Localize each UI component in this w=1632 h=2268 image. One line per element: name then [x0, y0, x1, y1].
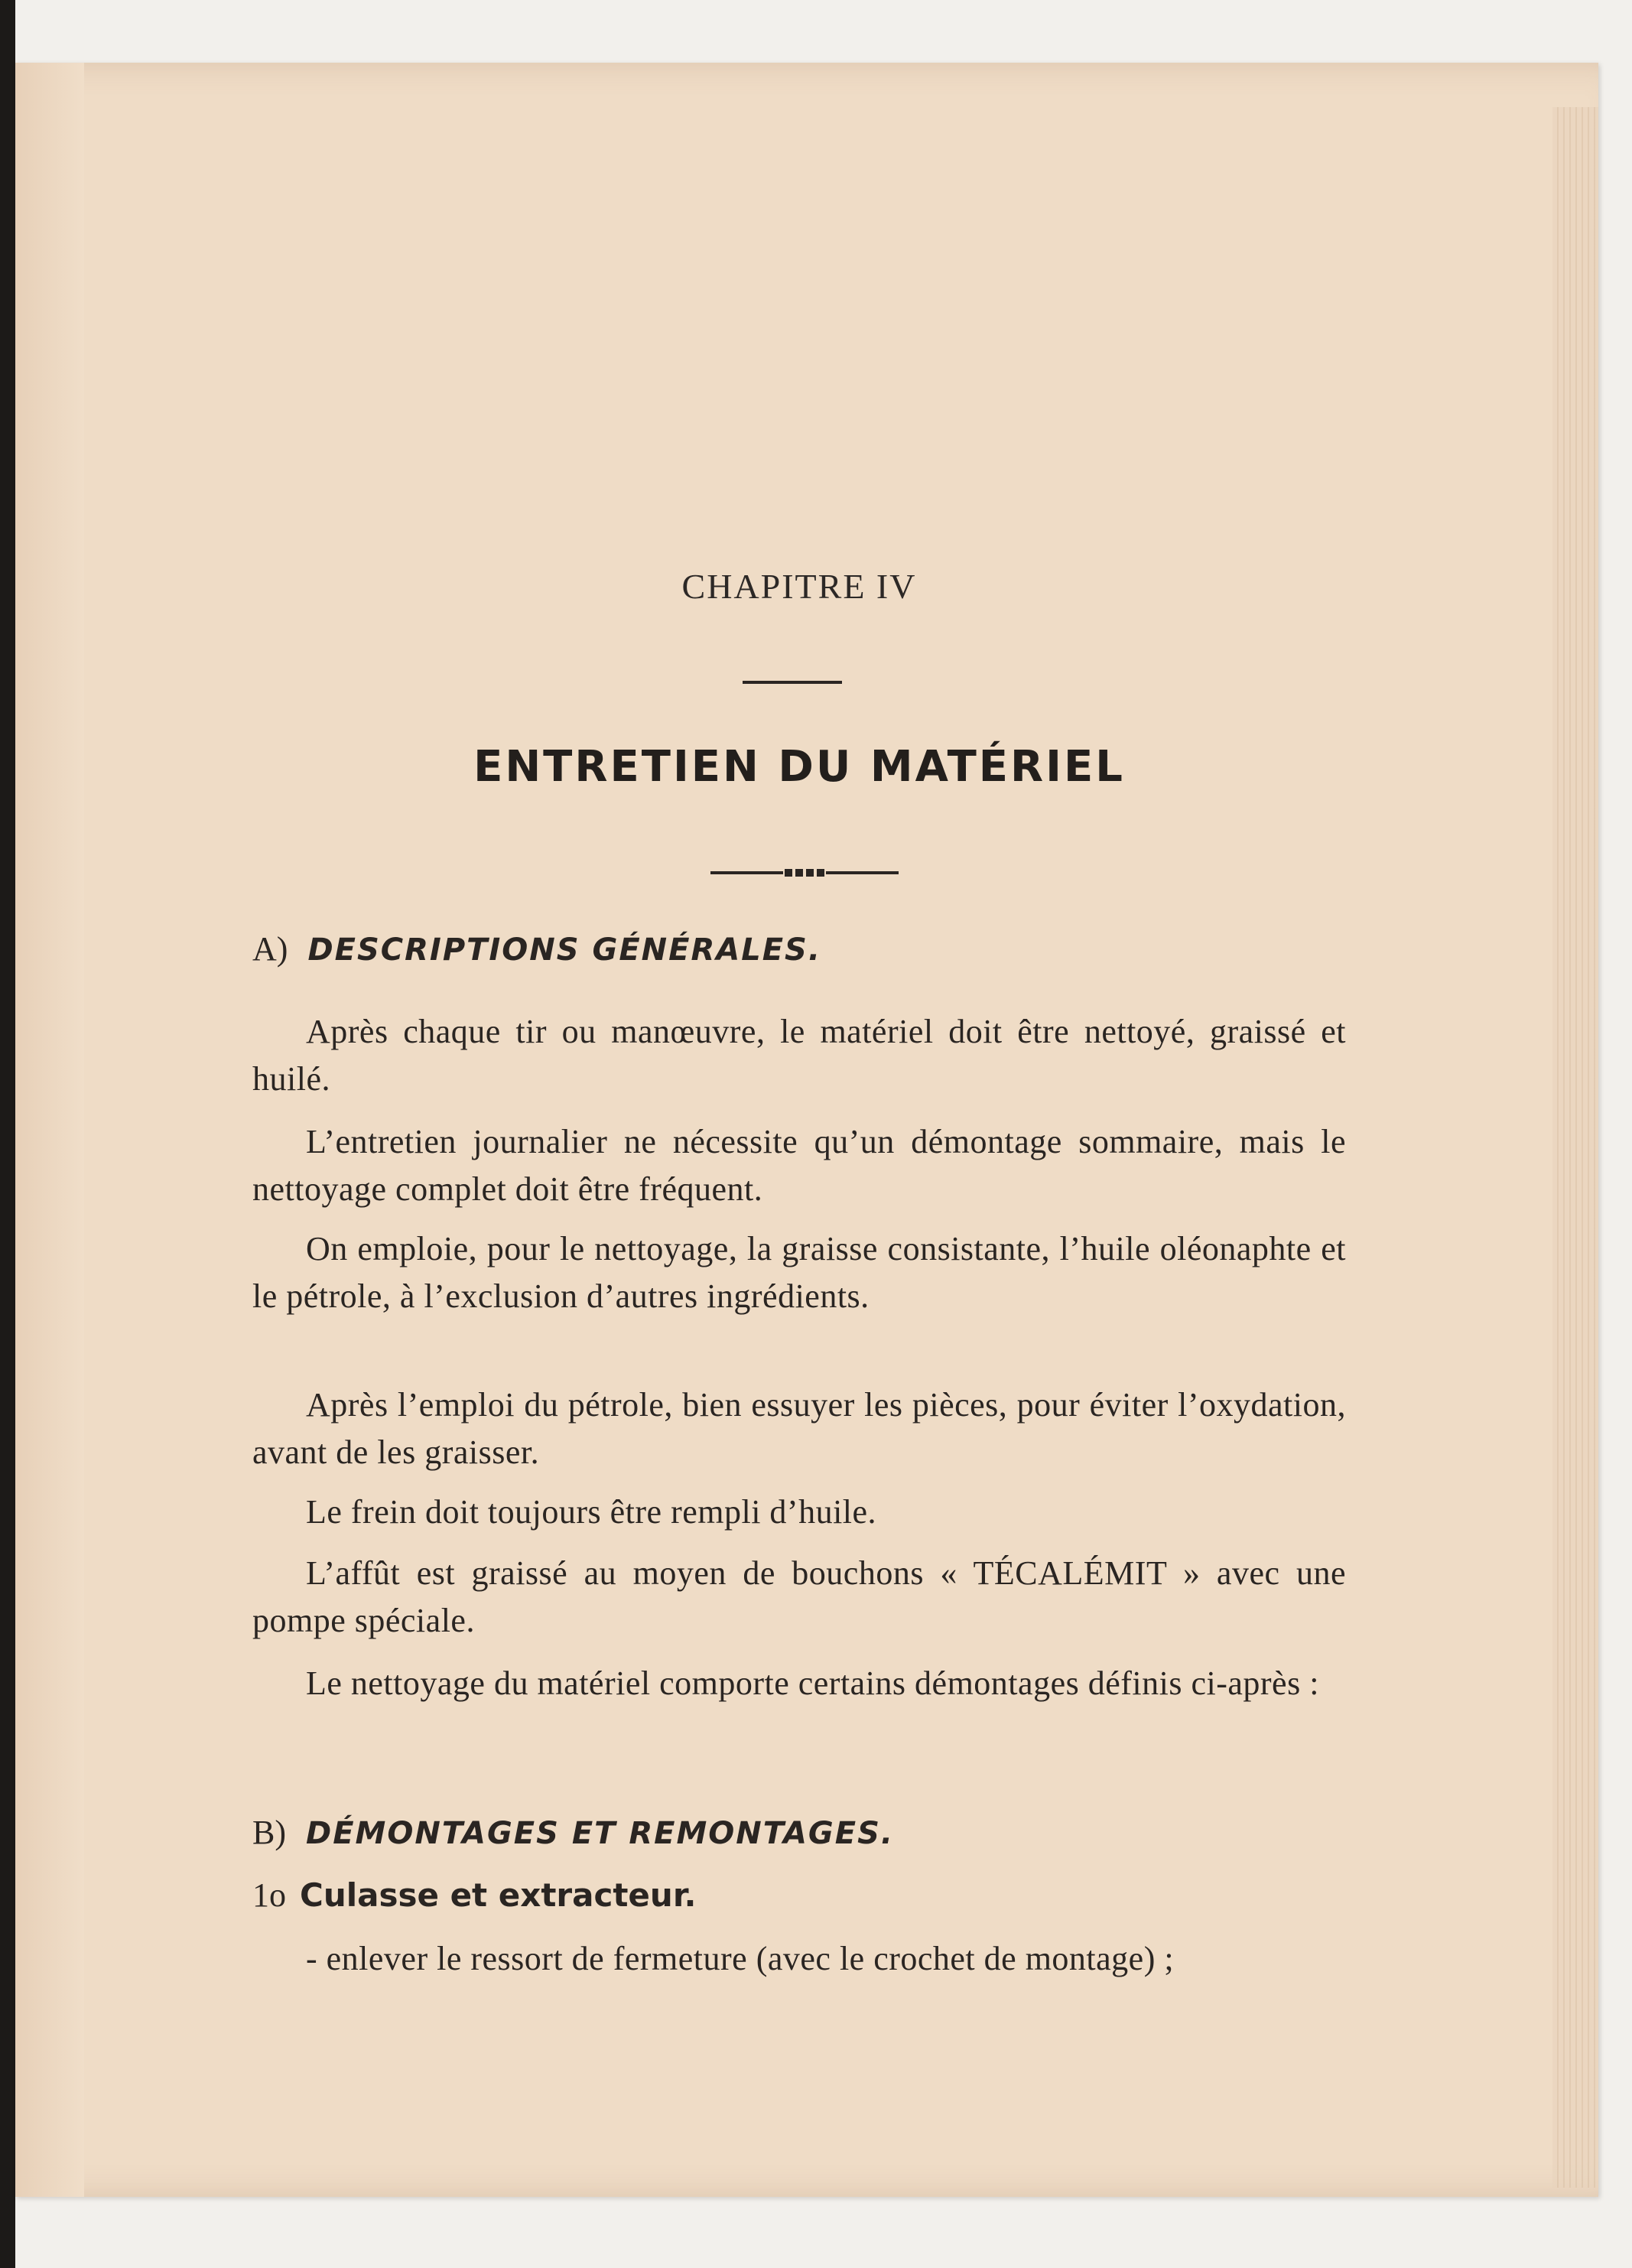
paragraph: Après chaque tir ou manœuvre, le matériel doit être nettoyé, graissé et huilé.	[252, 1013, 1346, 1098]
page-edges	[1552, 107, 1598, 2188]
section-a-title: DESCRIPTIONS GÉNÉRALES.	[307, 932, 822, 968]
item-heading	[252, 1876, 697, 1915]
chapter-rule	[743, 681, 842, 684]
section-b-title: DÉMONTAGES ET REMONTAGES.	[306, 1816, 895, 1851]
section-a-heading	[252, 929, 821, 968]
section-b-heading	[252, 1813, 894, 1852]
chapter-title: ENTRETIEN DU MATÉRIEL	[473, 742, 1125, 792]
item-number: 1o	[252, 1876, 286, 1914]
section-a-letter: A)	[252, 930, 288, 968]
item-title: Culasse et extracteur.	[300, 1876, 697, 1914]
section-b-letter: B)	[252, 1814, 286, 1851]
paragraph: L’affût est graissé au moyen de bouchons « TÉCALÉMIT » avec une pompe spéciale.	[252, 1554, 1346, 1639]
paragraph: Le frein doit toujours être rempli d’huile.	[306, 1493, 877, 1531]
paragraph: Après l’emploi du pétrole, bien essuyer les pièces, pour éviter l’oxydation, avant de les graisser.	[252, 1386, 1346, 1471]
paragraph: Le nettoyage du matériel comporte certains démontages définis ci-après :	[306, 1664, 1319, 1702]
paragraph: On emploie, pour le nettoyage, la graisse consistante, l’huile oléonaphte et le pétrole, à l’exclusion d’autres ingrédients.	[252, 1230, 1346, 1315]
chapter-number: CHAPITRE IV	[681, 567, 917, 606]
page-fold	[15, 63, 84, 2197]
paragraph: L’entretien journalier ne nécessite qu’un démontage sommaire, mais le nettoyage complet doit être fréquent.	[252, 1123, 1346, 1208]
paragraph: - enlever le ressort de fermeture (avec le crochet de montage) ;	[306, 1940, 1175, 1977]
binding-strip	[0, 0, 15, 2268]
title-ornament	[697, 868, 912, 877]
